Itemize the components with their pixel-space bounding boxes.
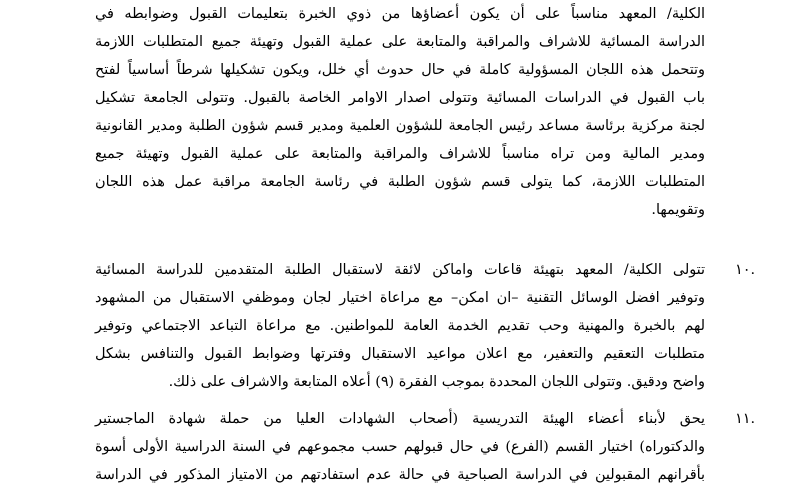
text-line: بأقرانهم المقبولين في الدراسة الصباحية في حالة عدم استفادتهم من الامتياز المذكور في الدراسة (95, 467, 705, 483)
text-line: لجنة مركزية برئاسة مساعد رئيس الجامعة للشؤون العلمية ومدير قسم شؤون الطلبة ومدير القانونية (95, 118, 705, 134)
text-line: الدراسة المسائية للاشراف والمراقبة والمتابعة على عملية القبول وتهيئة جميع المتطلبات اللازمة (95, 34, 705, 50)
text-line: وتتحمل هذه اللجان المسؤولية كاملة في حال حدوث أي خلل، ويكون تشكيلها شرطاً أساسياً لفتح (95, 62, 705, 78)
paragraph-committees (95, 0, 705, 224)
item-number: ١١. (735, 411, 756, 427)
text-line: الكلية/ المعهد مناسباً على أن يكون أعضاؤها من ذوي الخبرة بتعليمات القبول وضوابطه في (95, 6, 705, 22)
text-line: تتولى الكلية/ المعهد بتهيئة قاعات واماكن لائقة لاستقبال الطلبة المتقدمين للدراسة المسائية (95, 262, 705, 278)
text-line: يحق لأبناء أعضاء الهيئة التدريسية (أصحاب الشهادات العليا من حملة شهادة الماجستير (95, 411, 705, 427)
text-line: والدكتوراه) اختيار القسم (الفرع) في حال قبولهم حسب مجموعهم في السنة الدراسية الأولى أسوة (95, 439, 705, 455)
text-line: ومدير المالية ومن تراه مناسباً للاشراف والمراقبة والمتابعة على عملية القبول وتهيئة جميع (95, 146, 705, 162)
text-line: لهم بالخبرة والمهنية وحب تقديم الخدمة العامة للمواطنين. مع مراعاة التباعد الاجتماعي وتوفير (95, 318, 705, 334)
text-line: واضح ودقيق. وتتولى اللجان المحددة بموجب الفقرة (٩) أعلاه المتابعة والاشراف على ذلك. (168, 374, 705, 390)
text-line: وتوفير افضل الوسائل التقنية –ان امكن– مع مراعاة اختيار لجان وموظفي الاستقبال من المشهود (95, 290, 705, 306)
text-line: المتطلبات اللازمة، كما يتولى قسم شؤون الطلبة في رئاسة الجامعة مراقبة عمل هذه اللجان (95, 174, 705, 190)
item-text (95, 256, 705, 396)
item-number: ١٠. (735, 262, 756, 278)
item-text (95, 405, 705, 489)
text-line: باب القبول في الدراسات المسائية وتتولى اصدار الاوامر الخاصة بالقبول. وتتولى الجامعة تشكيل (95, 90, 705, 106)
text-line: وتقويمها. (651, 202, 705, 218)
text-line: متطلبات التعقيم والتعفير، مع اعلان مواعيد الاستقبال وفترتها وضوابط القبول والتنافس بشكل (95, 346, 705, 362)
